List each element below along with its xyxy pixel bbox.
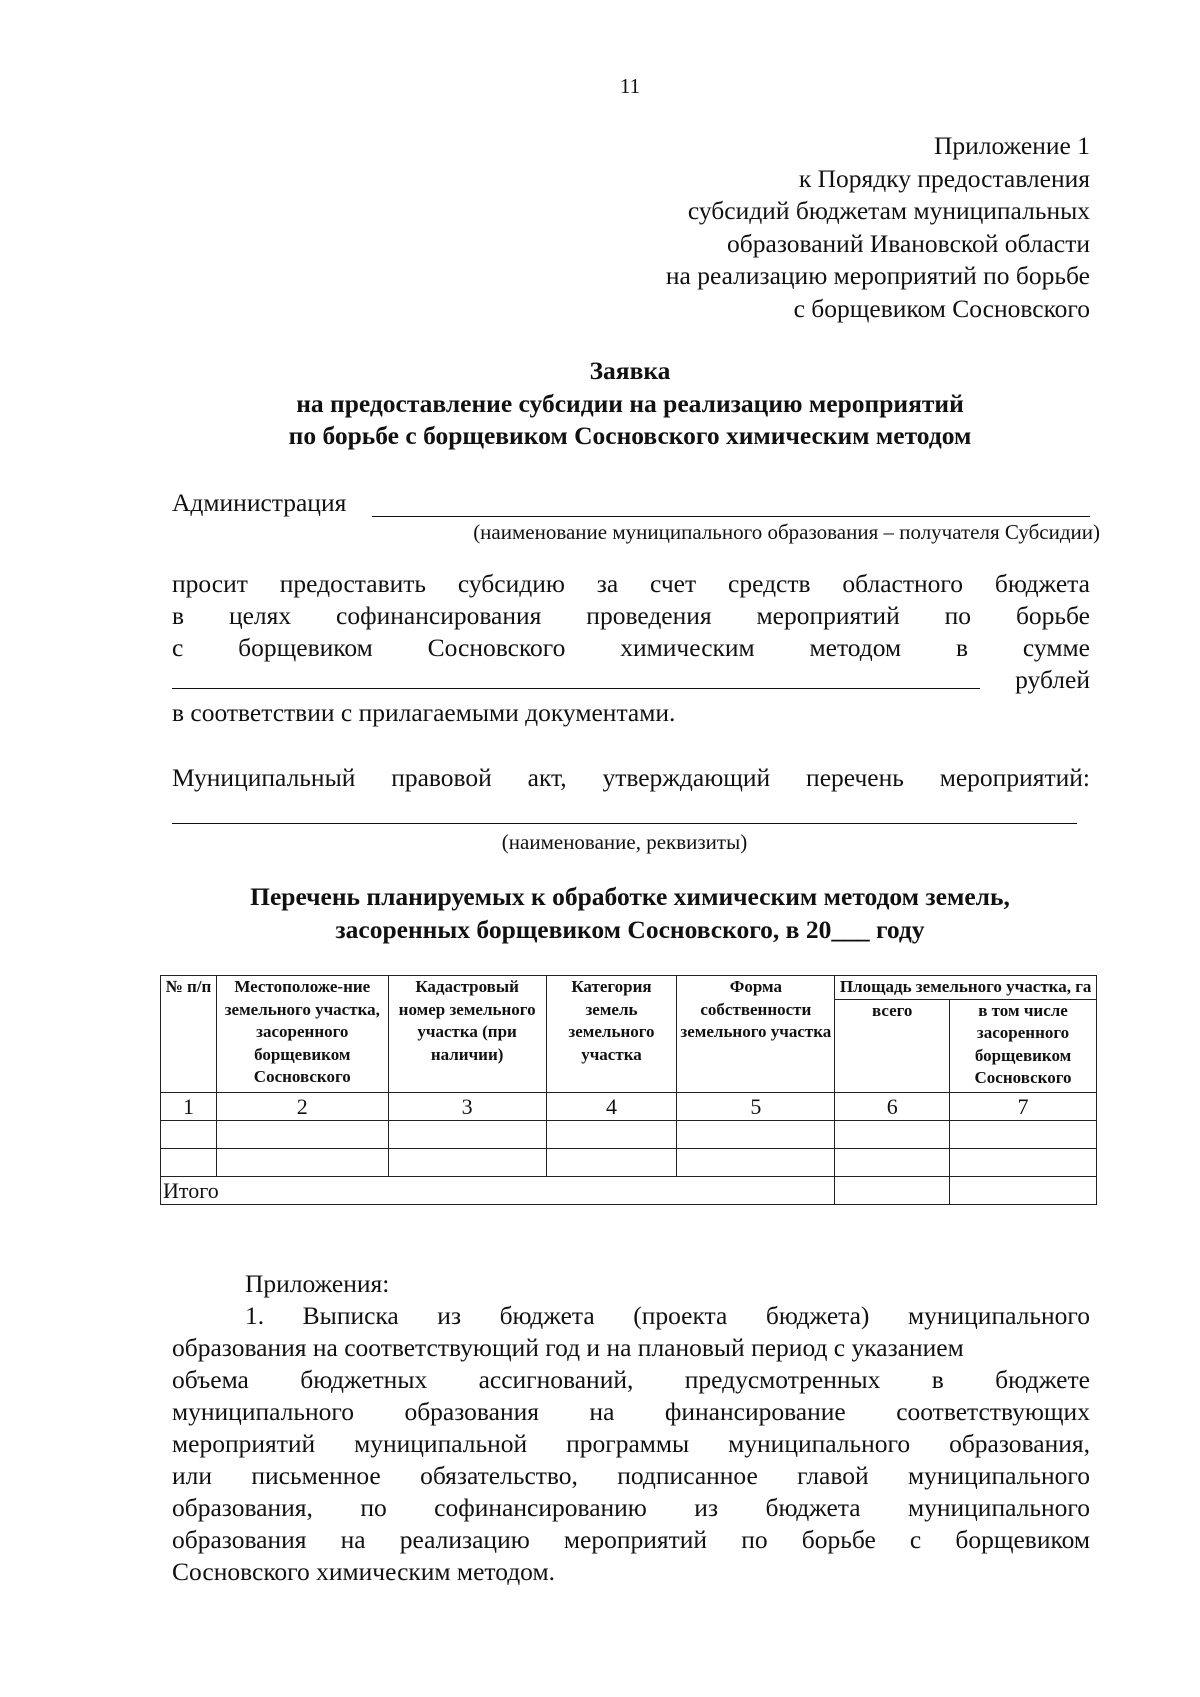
attachment-line: муниципального образования на финансирование соответствующих [172, 1397, 1090, 1426]
administration-caption: (наименование муниципального образования – получателя Субсидии) [473, 520, 1100, 544]
request-line-2: в целях софинансирования проведения мероприятий по борьбе [172, 601, 1090, 630]
attachment-line: образования на соответствующий год и на плановый период с указанием [172, 1333, 964, 1362]
legal-act-label: Муниципальный правовой акт, утверждающий перечень мероприятий: [172, 763, 1090, 792]
total-row [161, 1176, 1097, 1204]
header-total-area: всего [835, 999, 950, 1092]
administration-field[interactable] [372, 488, 1090, 517]
appendix-line: Приложение 1 [934, 131, 1090, 160]
administration-label: Администрация [172, 488, 347, 517]
header-number: № п/п [161, 976, 217, 1093]
infested-area-cell[interactable] [950, 1176, 1097, 1204]
land-plots-table [160, 975, 1097, 1205]
table-cell[interactable] [677, 1148, 835, 1176]
table-row [161, 1148, 1097, 1176]
title-line: по борьбе с борщевиком Сосновского химическим методом [288, 421, 972, 450]
request-line-5: в соответствии с прилагаемыми документами. [172, 698, 676, 727]
appendix-line: с борщевиком Сосновского [793, 293, 1090, 323]
table-row [161, 1120, 1097, 1148]
legal-act-caption: (наименование, реквизиты) [501, 830, 748, 854]
attachments-heading: Приложения: [245, 1269, 390, 1298]
attachment-line: образования, по софинансированию из бюджета муниципального [172, 1493, 1090, 1522]
document-title [160, 355, 1100, 453]
appendix-header [666, 130, 1090, 325]
list-title: Перечень планируемых к обработке химическим методом земель, засоренных борщевиком Сосновского, в 20___ году [250, 882, 1010, 944]
appendix-line: субсидий бюджетам муниципальных [687, 196, 1090, 225]
attachment-line: Сосновского химическим методом. [172, 1557, 555, 1586]
table-cell[interactable] [950, 1148, 1097, 1176]
table-cell[interactable] [677, 1120, 835, 1148]
header-land-category: Категория земель земельного участка [546, 976, 677, 1093]
table-cell[interactable] [546, 1148, 677, 1176]
header-location: Местоположе-ние земельного участка, засоренного борщевиком Сосновского [216, 976, 388, 1093]
table-cell[interactable] [835, 1120, 950, 1148]
header-ownership-form: Форма собственности земельного участка [677, 976, 835, 1093]
table-cell[interactable] [835, 1148, 950, 1176]
request-line-3: с борщевиком Сосновского химическим методом в сумме [172, 633, 1090, 662]
title-line: Заявка [589, 356, 671, 385]
total-area-cell[interactable] [835, 1176, 950, 1204]
page-number: 11 [619, 74, 641, 98]
table-cell[interactable] [546, 1120, 677, 1148]
table-cell[interactable] [161, 1148, 217, 1176]
table-cell[interactable] [216, 1148, 388, 1176]
attachment-line: 1. Выписка из бюджета (проекта бюджета) муниципального [245, 1301, 1090, 1330]
table-cell[interactable] [216, 1120, 388, 1148]
table-cell[interactable] [388, 1148, 546, 1176]
currency-label: рублей [1015, 665, 1090, 694]
attachment-line: или письменное обязательство, подписанное главой муниципального [172, 1461, 1090, 1490]
table-cell[interactable] [388, 1120, 546, 1148]
appendix-line: на реализацию мероприятий по борьбе [665, 261, 1090, 290]
header-area-group: Площадь земельного участка, га [835, 976, 1097, 1000]
appendix-line: к Порядку предоставления [798, 163, 1090, 193]
attachment-line: мероприятий муниципальной программы муниципального образования, [172, 1429, 1090, 1458]
attachment-line: образования на реализацию мероприятий по борьбе с борщевиком [172, 1525, 1090, 1554]
request-line-1: просит предоставить субсидию за счет средств областного бюджета [172, 569, 1090, 598]
table-cell[interactable] [161, 1120, 217, 1148]
attachment-line: объема бюджетных ассигнований, предусмотренных в бюджете [172, 1365, 1090, 1394]
table-cell[interactable] [950, 1120, 1097, 1148]
appendix-line: образований Ивановской области [727, 228, 1090, 258]
column-number-row: 1 2 3 4 5 6 7 [161, 1092, 1097, 1120]
header-cadastral-number: Кадастровый номер земельного участка (при наличии) [388, 976, 546, 1093]
legal-act-field[interactable] [172, 800, 1077, 824]
title-line: на предоставление субсидии на реализацию мероприятий [296, 388, 964, 418]
header-infested-area: в том числе засоренного борщевиком Сосновского [950, 999, 1097, 1092]
total-label: Итого [161, 1176, 835, 1204]
